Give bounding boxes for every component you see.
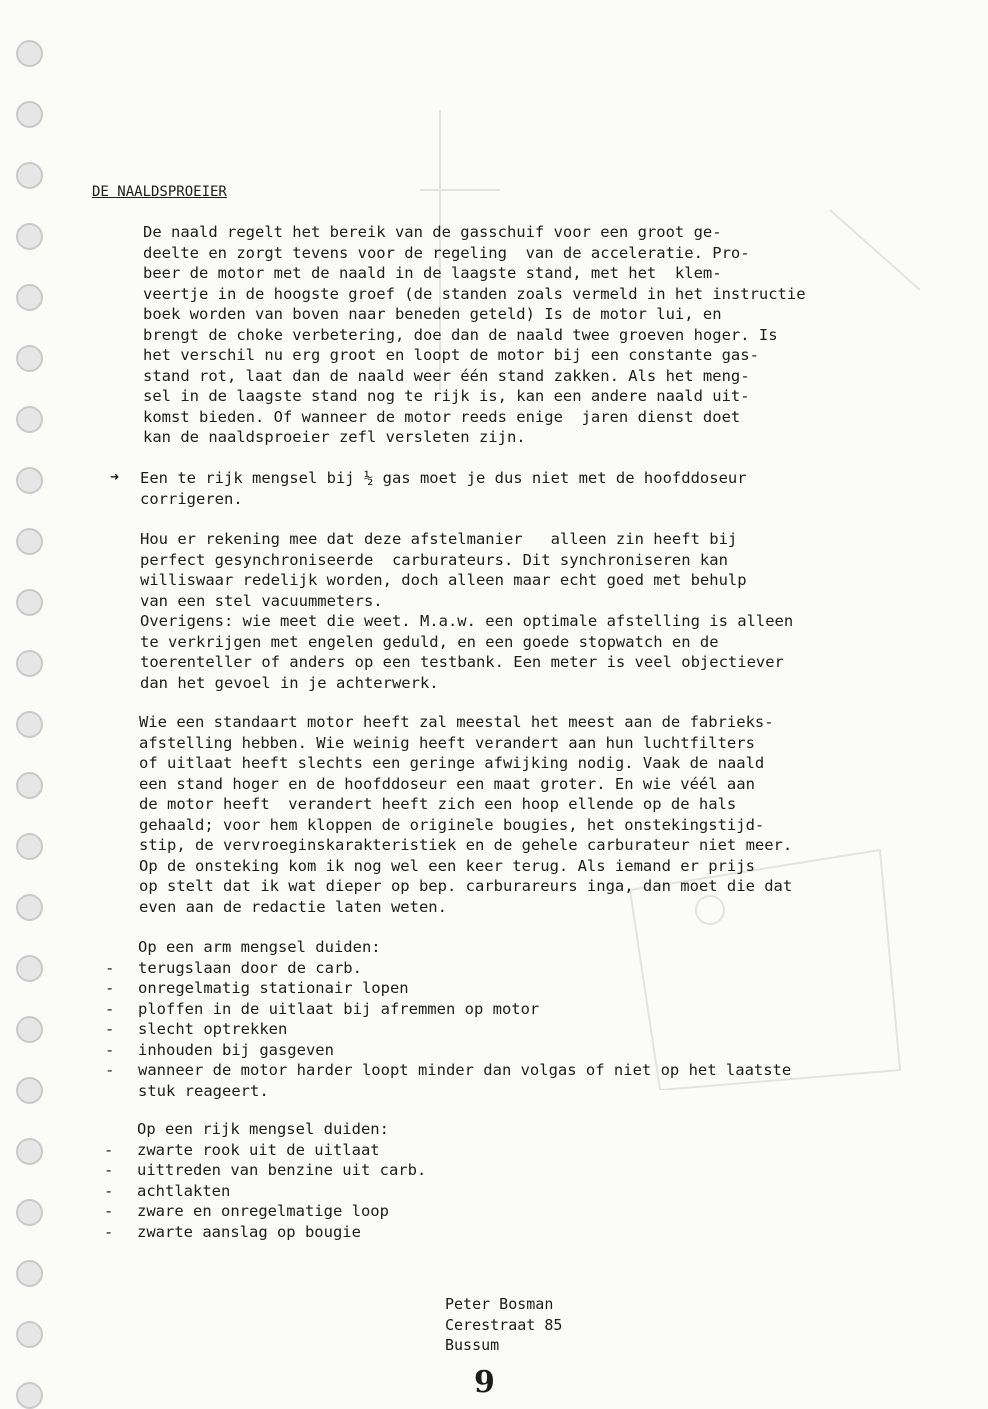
list-item (104, 1222, 426, 1243)
text-line: williswaar redelijk worden, doch alleen maar echt goed met behulp (140, 571, 747, 589)
paragraph-note (140, 468, 747, 509)
text-line: deelte en zorgt tevens voor de regeling van de acceleratie. Pro- (143, 243, 750, 262)
text-line: boek worden van boven naar beneden geteld) Is de motor lui, en (143, 305, 722, 323)
text-line: op stelt dat ik wat dieper op bep. carburareurs inga, dan moet die dat (139, 877, 793, 895)
list-item-text: zwarte rook uit de uitlaat (137, 1140, 380, 1159)
binder-hole (16, 223, 43, 250)
text-line: afstelling hebben. Wie weinig heeft verandert aan hun luchtfilters (139, 733, 755, 752)
section-heading: DE NAALDSPROEIER (92, 184, 227, 200)
bullet-dash: - (104, 1140, 114, 1159)
signature-line: Peter Bosman (445, 1295, 554, 1313)
text-line: beer de motor met de naald in de laagste stand, met het klem- (143, 264, 722, 282)
text-line: komst bieden. Of wanneer de motor reeds enige jaren dienst doet (143, 407, 741, 426)
binder-hole (16, 833, 43, 860)
paragraph-needle (143, 222, 806, 448)
list-item (104, 1181, 426, 1202)
text-line: Op de onsteking kom ik nog wel een keer terug. Als iemand er prijs (139, 856, 755, 875)
binder-hole (16, 1321, 43, 1348)
text-line: van een stel vacuummeters. (140, 591, 383, 610)
list-item (104, 1160, 427, 1181)
binder-hole (16, 650, 43, 677)
bullet-dash: - (105, 1020, 115, 1038)
binder-hole (16, 101, 43, 128)
paragraph-standard-motor (139, 712, 792, 917)
bullet-dash: - (105, 1061, 115, 1079)
bullet-dash: - (104, 1202, 114, 1220)
paragraph-synchronisation (140, 529, 793, 693)
binder-hole (16, 589, 43, 616)
bullet-dash: - (104, 1161, 114, 1179)
binder-hole (16, 406, 43, 433)
text-line: even aan de redactie laten weten. (139, 897, 447, 916)
signature-line: Cerestraat 85 (445, 1315, 563, 1334)
rich-mixture-list (104, 1119, 427, 1242)
binder-hole (16, 1016, 43, 1043)
binder-hole (16, 345, 43, 372)
binder-hole (16, 1138, 43, 1165)
text-line: corrigeren. (140, 489, 243, 508)
text-line: stand rot, laat dan de naald weer één stand zakken. Als het meng- (143, 366, 750, 385)
binder-hole (16, 772, 43, 799)
list-item-text: onregelmatig stationair lopen (138, 979, 409, 997)
page-number: 9 (474, 1365, 495, 1400)
list-title: Op een arm mengsel duiden: (138, 938, 381, 956)
text-line: stip, de vervroeginskarakteristiek en de gehele carburateur niet meer. (139, 836, 793, 854)
bullet-dash: - (104, 1181, 114, 1200)
text-line: kan de naaldsproeier zefl versleten zijn. (143, 428, 526, 446)
text-line: brengt de choke verbetering, doe dan de naald twee groeven hoger. Is (143, 325, 778, 344)
text-line: de motor heeft verandert heeft zich een hoop ellende op de hals (139, 795, 737, 813)
text-line: perfect gesynchroniseerde carburateurs. Dit synchroniseren kan (140, 550, 728, 569)
text-line: toerenteller of anders op een testbank. Een meter is veel objectiever (140, 653, 784, 671)
bullet-dash: - (105, 979, 115, 997)
list-item (105, 1019, 791, 1040)
list-item-text: zwarte aanslag op bougie (137, 1222, 361, 1241)
list-item-text: wanneer de motor harder loopt minder dan volgas of niet op het laatste (138, 1061, 792, 1079)
text-line: of uitlaat heeft slechts een geringe afwijking nodig. Vaak de naald (139, 754, 765, 772)
arrow-marker-icon: ➜ (110, 468, 120, 486)
binder-hole (16, 894, 43, 921)
binder-hole (16, 467, 43, 494)
text-line: Wie een standaart motor heeft zal meestal het meest aan de fabrieks- (139, 713, 774, 731)
binder-hole (16, 284, 43, 311)
binder-hole (16, 162, 43, 189)
text-line: De naald regelt het bereik van de gasschuif voor een groot ge- (143, 223, 722, 241)
binder-hole (16, 1382, 43, 1409)
text-line: sel in de laagste stand nog te rijk is, kan een andere naald uit- (143, 387, 750, 405)
list-item (138, 1081, 791, 1102)
list-item (104, 1201, 426, 1222)
list-item (105, 1040, 791, 1061)
list-item-text: terugslaan door de carb. (138, 958, 362, 977)
list-item-text: achtlakten (137, 1181, 231, 1200)
text-line: Overigens: wie meet die weet. M.a.w. een optimale afstelling is alleen (140, 612, 794, 630)
text-line: gehaald; voor hem kloppen de originele bougies, het onstekingstijd- (139, 815, 765, 834)
list-item (105, 1060, 792, 1081)
text-line: Hou er rekening mee dat deze afstelmanier alleen zin heeft bij (140, 530, 738, 548)
text-line: dan het gevoel in je achterwerk. (140, 673, 439, 692)
binder-hole (16, 955, 43, 982)
list-item-text: uittreden van benzine uit carb. (137, 1161, 427, 1179)
list-item (105, 978, 791, 999)
text-line: veertje in de hoogste groef (de standen zoals vermeld in het instructie (143, 284, 806, 303)
bullet-dash: - (104, 1222, 114, 1241)
text-line: Een te rijk mengsel bij ½ gas moet je dus niet met de hoofddoseur (140, 469, 747, 487)
list-item-text: inhouden bij gasgeven (138, 1040, 334, 1059)
list-item-text: ploffen in de uitlaat bij afremmen op motor (138, 999, 540, 1018)
bullet-dash: - (105, 1040, 115, 1059)
binder-hole (16, 711, 43, 738)
binder-hole (16, 1077, 43, 1104)
text-line: te verkrijgen met engelen geduld, en een goede stopwatch en de (140, 632, 719, 651)
list-item (104, 1140, 426, 1161)
list-item-text: zware en onregelmatige loop (137, 1202, 389, 1220)
bullet-dash: - (105, 999, 115, 1018)
author-signature (445, 1294, 562, 1356)
text-line: het verschil nu erg groot en loopt de motor bij een constante gas- (143, 346, 759, 364)
bullet-dash: - (105, 958, 115, 977)
list-item (105, 958, 791, 979)
lean-mixture-list (105, 937, 792, 1101)
binder-hole (16, 40, 43, 67)
list-item-text: slecht optrekken (138, 1020, 288, 1038)
signature-line: Bussum (445, 1336, 500, 1354)
binder-hole (16, 528, 43, 555)
binder-hole (16, 1260, 43, 1287)
list-item-text: stuk reageert. (138, 1081, 269, 1100)
binder-hole (16, 1199, 43, 1226)
list-item (105, 999, 791, 1020)
list-title: Op een rijk mengsel duiden: (137, 1120, 389, 1138)
text-line: een stand hoger en de hoofddoseur een maat groter. En wie véél aan (139, 774, 755, 793)
